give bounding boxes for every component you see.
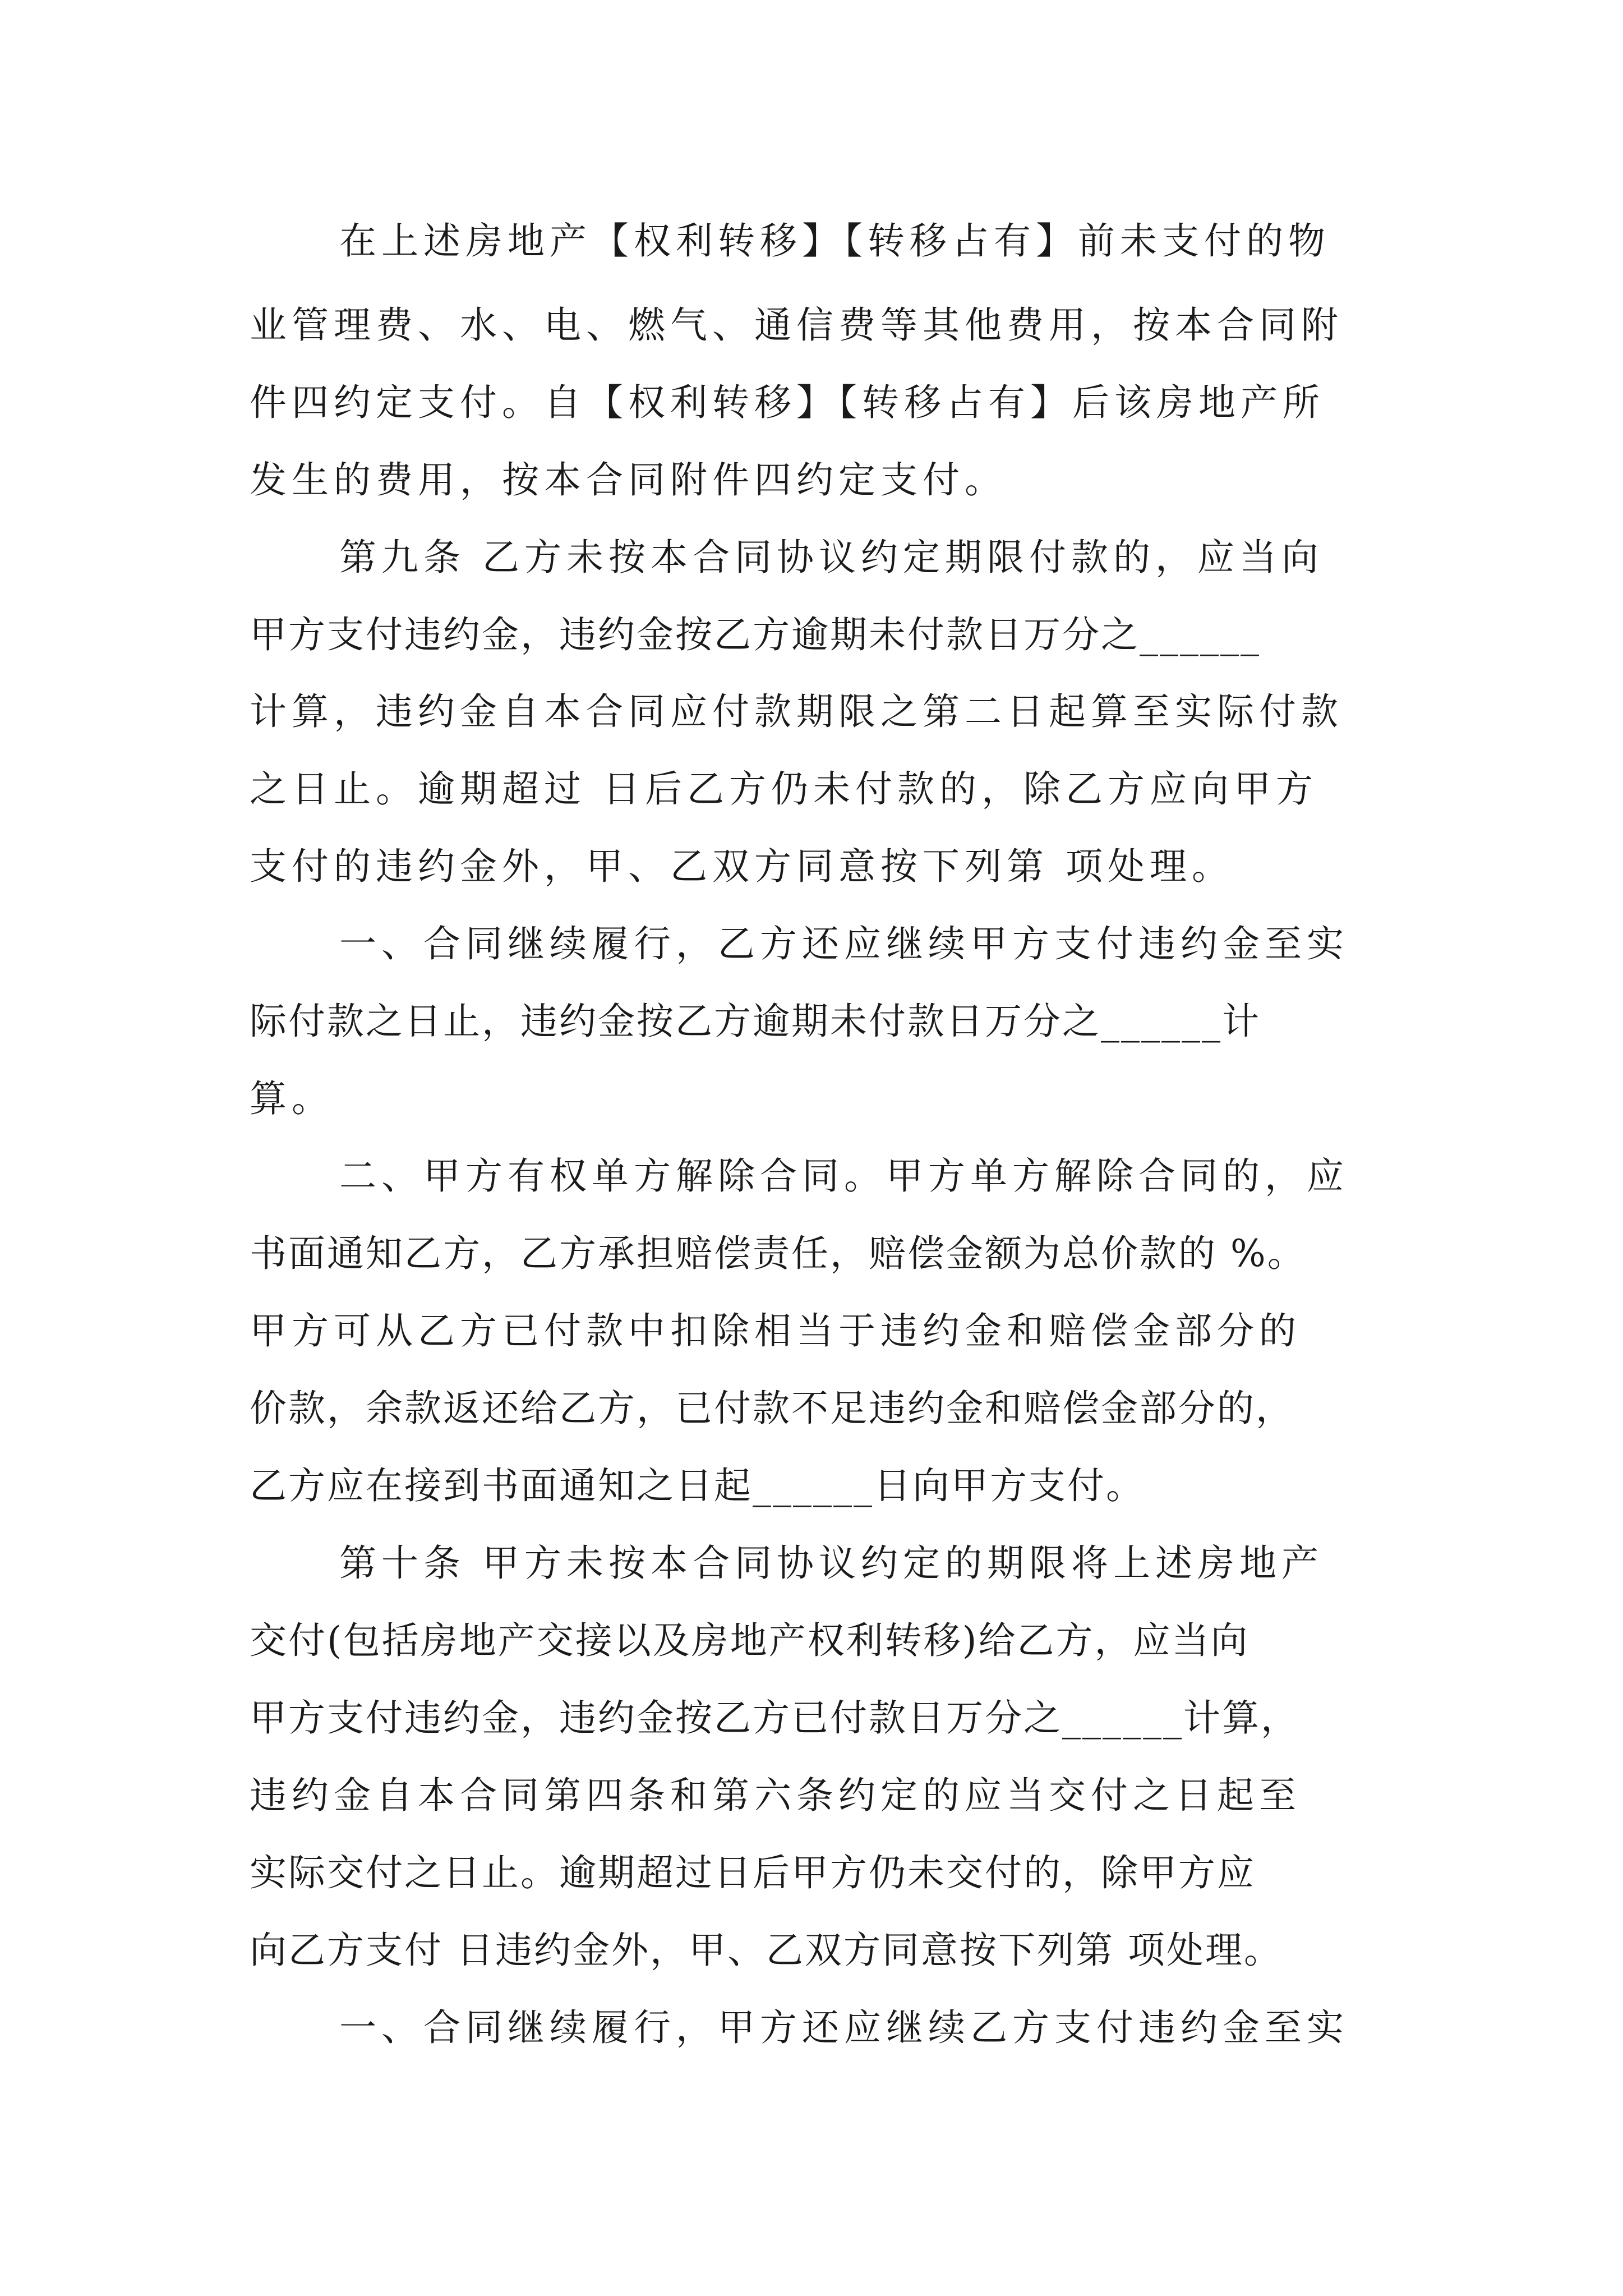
text-line: 价款，余款返还给乙方，已付款不足违约金和赔偿金部分的， <box>250 1387 1294 1430</box>
text-line: 第十条 甲方未按本合同协议约定的期限将上述房地产 <box>339 1542 1324 1585</box>
text-line: 第九条 乙方未按本合同协议约定期限付款的，应当向 <box>339 536 1324 579</box>
text-line: 乙方应在接到书面通知之日起______日向甲方支付。 <box>250 1464 1145 1507</box>
text-line: 际付款之日止，违约金按乙方逾期未付款日万分之______计 <box>250 1000 1261 1043</box>
text-line: 甲方可从乙方已付款中扣除相当于违约金和赔偿金部分的 <box>250 1309 1301 1352</box>
text-line: 违约金自本合同第四条和第六条约定的应当交付之日起至 <box>250 1774 1301 1817</box>
text-line: 支付的违约金外，甲、乙双方同意按下列第 项处理。 <box>250 845 1234 888</box>
text-line: 甲方支付违约金，违约金按乙方逾期未付款日万分之______ <box>250 613 1261 656</box>
text-line: 交付(包括房地产交接以及房地产权利转移)给乙方，应当向 <box>250 1619 1249 1662</box>
text-line: 在上述房地产【权利转移】【转移占有】前未支付的物 <box>339 219 1330 263</box>
text-line: 向乙方支付 日违约金外，甲、乙双方同意按下列第 项处理。 <box>250 1929 1283 1972</box>
text-line: 件四约定支付。自【权利转移】【转移占有】后该房地产所 <box>250 381 1325 424</box>
text-line: 业管理费、水、电、燃气、通信费等其他费用，按本合同附 <box>250 303 1343 347</box>
text-line: 发生的费用，按本合同附件四约定支付。 <box>250 458 1007 501</box>
text-line: 一、合同继续履行，乙方还应继续甲方支付违约金至实 <box>339 922 1349 965</box>
text-line: 算。 <box>250 1077 334 1120</box>
text-line: 一、合同继续履行，甲方还应继续乙方支付违约金至实 <box>339 2006 1349 2049</box>
text-line: 实际交付之日止。逾期超过日后甲方仍未交付的，除甲方应 <box>250 1851 1256 1894</box>
text-line: 二、甲方有权单方解除合同。甲方单方解除合同的，应 <box>339 1154 1349 1198</box>
text-line: 计算，违约金自本合同应付款期限之第二日起算至实际付款 <box>250 690 1343 733</box>
text-line: 书面通知乙方，乙方承担赔偿责任，赔偿金额为总价款的 %。 <box>250 1232 1306 1275</box>
text-line: 甲方支付违约金，违约金按乙方已付款日万分之______计算， <box>250 1696 1299 1740</box>
text-line: 之日止。逾期超过 日后乙方仍未付款的，除乙方应向甲方 <box>250 767 1318 811</box>
